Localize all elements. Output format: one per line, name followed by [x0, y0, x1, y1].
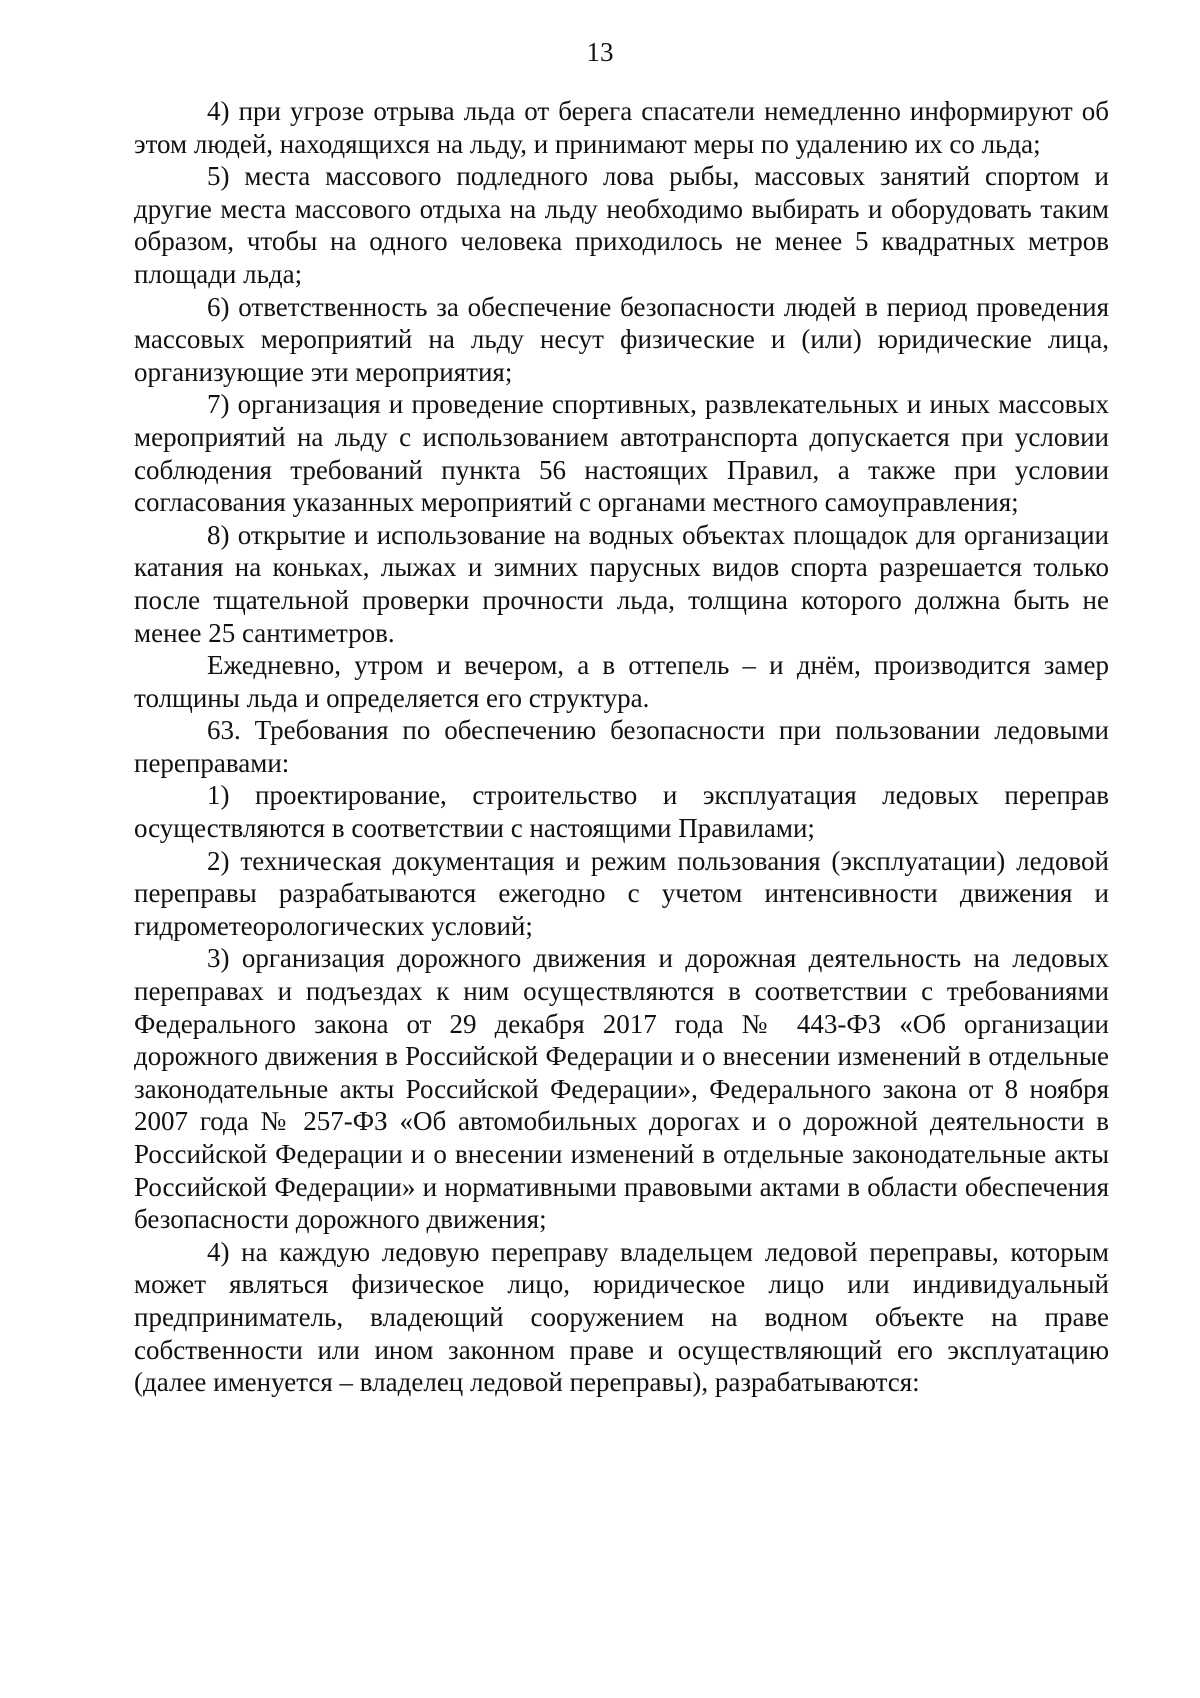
paragraph-item-7-events-vehicles: 7) организация и проведение спортивных, развлекательных и иных массовых мероприятий на льду с использованием автотранспорта допускается при условии соблюдения требований пункта 56 настоящих Правил, а также при условии согласования указанных мероприятий с органами местного самоуправления; [134, 389, 1109, 518]
paragraph-63-item-2: 2) техническая документация и режим пользования (эксплуатации) ледовой переправы разрабатываются ежегодно с учетом интенсивности движения и гидрометеорологических условий; [134, 845, 1109, 941]
paragraph-item-8-skating-areas: 8) открытие и использование на водных объектах площадок для организации катания на коньках, лыжах и зимних парусных видов спорта разрешается только после тщательной проверки прочности льда, толщина которого должна быть не менее 25 сантиметров. [134, 519, 1109, 648]
paragraph-section-63-heading: 63. Требования по обеспечению безопасности при пользовании ледовыми переправами: [134, 715, 1109, 778]
paragraph-item-6-responsibility: 6) ответственность за обеспечение безопасности людей в период проведения массовых мероприятий на льду несут физические и (или) юридические лица, организующие эти мероприятия; [134, 291, 1109, 387]
paragraph-item-4-ice-detachment: 4) при угрозе отрыва льда от берега спасатели немедленно информируют об этом людей, находящихся на льду, и принимают меры по удалению их со льда; [134, 96, 1109, 159]
paragraph-item-5-mass-fishing: 5) места массового подледного лова рыбы, массовых занятий спортом и другие места массового отдыха на льду необходимо выбирать и оборудовать таким образом, чтобы на одного человека приходилось не менее 5 квадратных метров площади льда; [134, 161, 1109, 289]
paragraph-63-item-1: 1) проектирование, строительство и эксплуатация ледовых переправ осуществляются в соответствии с настоящими Правилами; [134, 780, 1109, 844]
page-number: 13 [586, 37, 614, 67]
paragraph-ice-measurement: Ежедневно, утром и вечером, а в оттепель – и днём, производится замер толщины льда и определяется его структура. [134, 650, 1109, 713]
document-body [134, 95, 1109, 1399]
paragraph-63-item-4: 4) на каждую ледовую переправу владельцем ледовой переправы, которым может являться физическое лицо, юридическое лицо или индивидуальный предприниматель, владеющий сооружением на водном объекте на праве собственности или ином законном праве и осуществляющий его эксплуатацию (далее именуется – владелец ледовой переправы), разрабатываются: [134, 1236, 1109, 1398]
paragraph-63-item-3: 3) организация дорожного движения и дорожная деятельность на ледовых переправах и подъездах к ним осуществляются в соответствии с требованиями Федерального закона от 29 декабря 2017 года № 443-ФЗ «Об организации дорожного движения в Российской Федерации и о внесении изменений в отдельные законодательные акты Российской Федерации», Федерального закона от 8 ноября 2007 года № 257-ФЗ «Об автомобильных дорогах и о дорожной деятельности в Российской Федерации и о внесении изменений в отдельные законодательные акты Российской Федерации» и нормативными правовыми актами в области обеспечения безопасности дорожного движения; [134, 943, 1109, 1235]
